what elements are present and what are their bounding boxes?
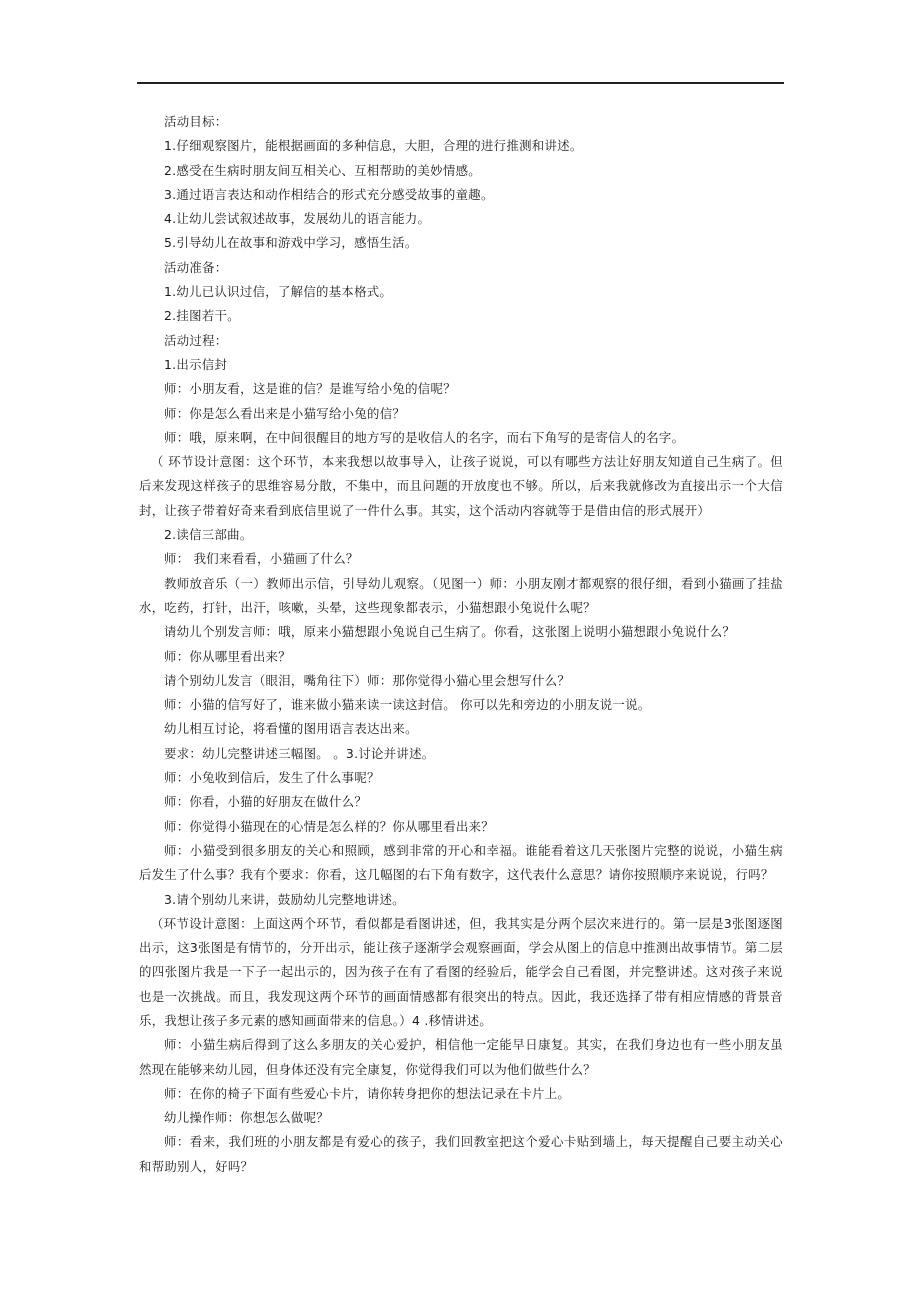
process-step: 1.出示信封 — [164, 356, 228, 372]
design-note: （ 环节设计意图：这个环节，本来我想以故事导入，让孩子说说，可以有哪些方法让好朋友知道自己生病了。但后来发现这样孩子的思维容易分散，不集中，而且问题的开放度也不够。所以，后来我就修改为直接出示一个大信封，让孩子带着好奇来看到底信里说了一件什么事。其实，这个活动内容就等于是借由信的形式展开） — [139, 454, 783, 518]
dialogue-line: 师：小猫生病后得到了这么多朋友的关心爱护，相信他一定能早日康复。其实，在我们身边也有一些小朋友虽然现在能够来幼儿园，但身体还没有完全康复，你觉得我们可以为他们做些什么？ — [139, 1037, 783, 1077]
dialogue-line: 要求：幼儿完整讲述三幅图。 。3.讨论并讲述。 — [164, 745, 435, 761]
dialogue-line: 教师放音乐（一）教师出示信，引导幼儿观察。（见图一）师：小朋友刚才都观察的很仔细，看到小猫画了挂盐水，吃药，打针，出汗，咳嗽，头晕，这些现象都表示，小猫想跟小兔说什么呢？ — [139, 575, 783, 615]
dialogue-line: 师：哦，原来啊，在中间很醒目的地方写的是收信人的名字，而右下角写的是寄信人的名字。 — [164, 429, 685, 445]
dialogue-line: 师： 我们来看看，小猫画了什么？ — [164, 551, 359, 567]
preparation-item: 1.幼儿已认识过信，了解信的基本格式。 — [164, 284, 393, 300]
goal-item: 5.引导幼儿在故事和游戏中学习，感悟生活。 — [164, 235, 418, 251]
document-body — [139, 110, 783, 1179]
dialogue-line: 师：你从哪里看出来？ — [164, 648, 291, 664]
dialogue-line: 师：小猫受到很多朋友的关心和照顾，感到非常的开心和幸福。谁能看着这几天张图片完整的说说，小猫生病后发生了什么事？我有个要求：你看，这几幅图的右下角有数字，这代表什么意思？请你按照顺序来说说，行吗？ — [139, 842, 783, 883]
process-step: 3.请个别幼儿来讲，鼓励幼儿完整地讲述。 — [164, 891, 405, 907]
process-step: 2.读信三部曲。 — [164, 527, 253, 543]
dialogue-line: 师：小猫的信写好了，谁来做小猫来读一读这封信。 你可以先和旁边的小朋友说一说。 — [164, 697, 651, 713]
dialogue-line: 请个别幼儿发言（眼泪，嘴角往下）师：那你觉得小猫心里会想写什么？ — [164, 672, 571, 688]
dialogue-line: 师：你觉得小猫现在的心情是怎么样的？你从哪里看出来？ — [164, 818, 494, 834]
header-rule — [137, 82, 784, 84]
dialogue-line: 幼儿操作师：你想怎么做呢？ — [164, 1110, 329, 1126]
section-heading-goals: 活动目标： — [164, 114, 228, 129]
goal-item: 2.感受在生病时朋友间互相关心、互相帮助的美妙情感。 — [164, 162, 481, 178]
dialogue-line: 师：你看，小猫的好朋友在做什么？ — [164, 794, 368, 810]
goal-item: 3.通过语言表达和动作相结合的形式充分感受故事的童趣。 — [164, 186, 494, 202]
design-note: （环节设计意图：上面这两个环节，看似都是看图讲述，但，我其实是分两个层次来进行的。第一层是3张图逐图出示，这3张图是有情节的，分开出示，能让孩子逐渐学会观察画面，学会从图上的信息中推测出故事情节。第二层的四张图片我是一下子一起出示的，因为孩子在有了看图的经验后，能学会自己看图，并完整讲述。这对孩子来说也是一次挑战。而且，我发现这两个环节的画面情感都有很突出的特点。因此，我还选择了带有相应情感的背景音乐，我想让孩子多元素的感知画面带来的信息。）4 .移情讲述。 — [139, 915, 783, 1028]
section-heading-process: 活动过程： — [164, 332, 228, 348]
dialogue-line: 幼儿相互讨论，将看懂的图用语言表达出来。 — [164, 721, 418, 737]
dialogue-line: 师：你是怎么看出来是小猫写给小兔的信？ — [164, 405, 406, 421]
dialogue-line: 师：在你的椅子下面有些爱心卡片，请你转身把你的想法记录在卡片上。 — [164, 1085, 571, 1101]
dialogue-line: 师：小朋友看，这是谁的信？是谁写给小兔的信呢？ — [164, 381, 456, 397]
goal-item: 4.让幼儿尝试叙述故事，发展幼儿的语言能力。 — [164, 211, 431, 227]
preparation-item: 2.挂图若干。 — [164, 308, 240, 324]
section-heading-preparation: 活动准备： — [164, 259, 228, 275]
goal-item: 1.仔细观察图片，能根据画面的多种信息，大胆，合理的进行推测和讲述。 — [164, 138, 583, 154]
dialogue-line: 师：看来，我们班的小朋友都是有爱心的孩子，我们回教室把这个爱心卡贴到墙上，每天提醒自己要主动关心和帮助别人，好吗？ — [139, 1134, 783, 1174]
dialogue-line: 请幼儿个别发言师：哦，原来小猫想跟小兔说自己生病了。你看，这张图上说明小猫想跟小兔说什么？ — [164, 624, 736, 640]
dialogue-line: 师：小兔收到信后，发生了什么事呢？ — [164, 770, 380, 786]
